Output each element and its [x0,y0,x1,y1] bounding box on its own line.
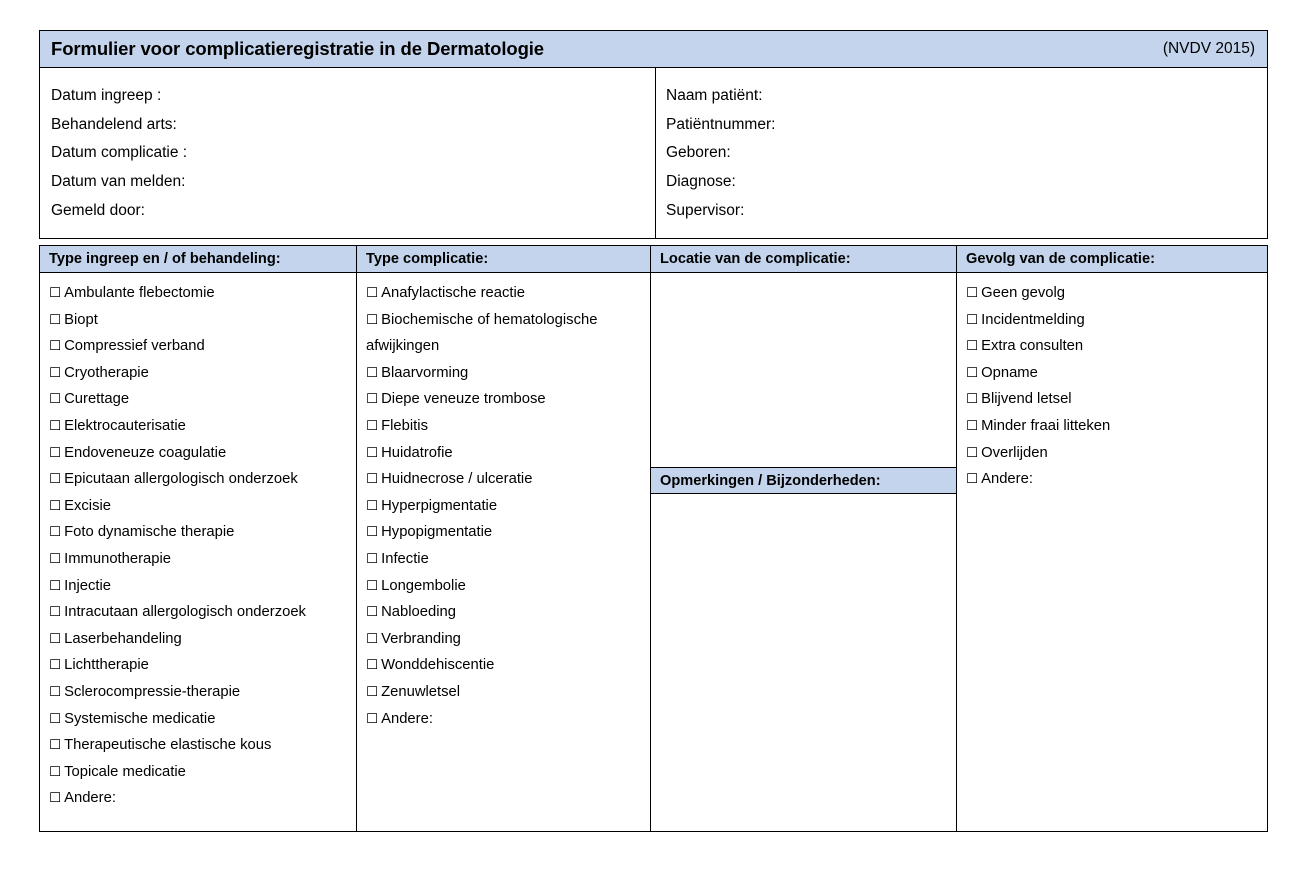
checkbox-empty-icon[interactable]: ☐ [49,338,62,355]
checkbox-option[interactable] [49,599,350,626]
checkbox-option-label: Huidatrofie [381,444,453,461]
column-header-complication: Type complicatie: [357,246,650,273]
checkbox-option-label: Topicale medicatie [64,763,186,780]
checkbox-empty-icon[interactable]: ☐ [366,550,379,567]
field-label-behandelend-arts: Behandelend arts: [51,115,177,133]
complication-registration-form [39,30,1268,832]
checkbox-option[interactable] [366,466,644,493]
checkbox-empty-icon[interactable]: ☐ [966,338,979,355]
checkbox-option[interactable] [49,493,350,520]
checkbox-empty-icon[interactable]: ☐ [49,710,62,727]
checkbox-option-label: Therapeutische elastische kous [64,737,272,754]
checkbox-empty-icon[interactable]: ☐ [366,417,379,434]
checkbox-option[interactable] [366,679,644,706]
complication-options-list [357,273,650,831]
remarks-entry-area[interactable] [651,494,956,831]
checkbox-empty-icon[interactable]: ☐ [49,657,62,674]
column-header-location: Locatie van de complicatie: [651,246,956,273]
field-label-diagnose: Diagnose: [666,173,736,191]
checkbox-empty-icon[interactable]: ☐ [966,471,979,488]
checkbox-empty-icon[interactable]: ☐ [366,577,379,594]
checkbox-empty-icon[interactable]: ☐ [49,683,62,700]
checkbox-option[interactable] [366,626,644,653]
checkbox-option[interactable] [366,307,644,360]
source-note: (NVDV 2015) [1162,40,1255,57]
checkbox-option[interactable] [966,386,1261,413]
checkbox-option[interactable] [49,440,350,467]
checkbox-option-label: Intracutaan allergologisch onderzoek [64,604,306,621]
checkbox-option[interactable] [49,785,350,812]
checkbox-option[interactable] [366,546,644,573]
field-label-datum-ingreep: Datum ingreep : [51,87,162,104]
consequence-options-list [957,273,1267,831]
checkbox-empty-icon[interactable]: ☐ [366,444,379,461]
checkbox-option[interactable] [49,519,350,546]
field-label-naam-patient: Naam patiënt: [666,87,763,104]
checkbox-empty-icon[interactable]: ☐ [366,285,379,301]
checkbox-option-label: Zenuwletsel [381,683,461,700]
procedure-info-column [40,68,655,238]
checkbox-empty-icon[interactable]: ☐ [366,497,379,514]
checkbox-option-label: Hyperpigmentatie [381,497,498,514]
checkbox-empty-icon[interactable]: ☐ [49,471,62,488]
checkbox-empty-icon[interactable]: ☐ [966,311,979,328]
checkbox-option[interactable] [966,280,1261,307]
checkbox-option[interactable] [49,307,350,334]
column-complication [357,246,651,831]
checkbox-option[interactable] [366,280,644,307]
checkbox-empty-icon[interactable]: ☐ [49,311,62,328]
checkbox-option[interactable] [49,626,350,653]
checkbox-empty-icon[interactable]: ☐ [366,311,379,328]
checkbox-option[interactable] [49,413,350,440]
checkbox-empty-icon[interactable]: ☐ [49,285,62,301]
checkbox-option[interactable] [366,519,644,546]
checkbox-option[interactable] [366,706,644,733]
procedure-options-list [40,273,356,831]
checkbox-option-label: Wonddehiscentie [381,657,495,674]
checkbox-option-label: Hypopigmentatie [381,524,493,541]
checkbox-option-label: Anafylactische reactie [381,285,526,301]
checkbox-option-label: Immunotherapie [64,550,172,567]
checkbox-option-label: Andere: [64,790,116,807]
field-label-patientnummer: Patiëntnummer: [666,115,776,133]
column-consequence [957,246,1267,831]
checkbox-option[interactable] [49,732,350,759]
checkbox-option[interactable] [49,652,350,679]
checkbox-empty-icon[interactable]: ☐ [49,364,62,381]
patient-info-column [655,68,1267,238]
checkbox-option[interactable] [966,440,1261,467]
checkbox-empty-icon[interactable]: ☐ [366,471,379,488]
checkbox-empty-icon[interactable]: ☐ [966,444,979,461]
checkbox-option[interactable] [366,440,644,467]
checkbox-option-label: Curettage [64,391,130,408]
checkbox-option-label: Excisie [64,497,111,514]
checkbox-option-label: Infectie [381,550,429,567]
checkbox-empty-icon[interactable]: ☐ [49,737,62,754]
checkbox-option-label: Huidnecrose / ulceratie [381,471,533,488]
checkbox-option[interactable] [49,759,350,786]
checkbox-empty-icon[interactable]: ☐ [49,524,62,541]
checkbox-option-label: Systemische medicatie [64,710,216,727]
checkbox-option[interactable] [366,652,644,679]
checkbox-empty-icon[interactable]: ☐ [366,604,379,621]
field-label-geboren: Geboren: [666,144,731,162]
checkbox-option[interactable] [49,280,350,307]
checkbox-option-label: Elektrocauterisatie [64,417,186,434]
column-location [651,246,957,831]
checkbox-option-label: Injectie [64,577,111,594]
checkbox-option-label: Flebitis [381,417,428,434]
column-header-consequence: Gevolg van de complicatie: [957,246,1267,273]
checkbox-option-label: Incidentmelding [981,311,1085,328]
checkbox-option-label: Epicutaan allergologisch onderzoek [64,471,298,488]
checkbox-option[interactable] [366,599,644,626]
checkbox-option-label: Lichttherapie [64,657,149,674]
column-header-procedure: Type ingreep en / of behandeling: [40,246,356,273]
checkbox-empty-icon[interactable]: ☐ [366,524,379,541]
checkbox-option[interactable] [966,307,1261,334]
checkbox-option[interactable] [966,413,1261,440]
checkbox-option-label: Nabloeding [381,604,456,621]
checkbox-option-label: Biopt [64,311,98,328]
checkbox-empty-icon[interactable]: ☐ [966,285,979,301]
page-title: Formulier voor complicatieregistratie in de Dermatologie [51,38,544,59]
checkbox-option[interactable] [49,706,350,733]
checkbox-option[interactable] [966,360,1261,387]
checkbox-option[interactable] [966,466,1261,493]
checkbox-option[interactable] [366,360,644,387]
checkbox-option-label: Verbranding [381,630,461,647]
checkbox-empty-icon[interactable]: ☐ [49,550,62,567]
checkbox-option-label: Geen gevolg [981,285,1066,301]
checkbox-option-label: Laserbehandeling [64,630,182,647]
checkbox-empty-icon[interactable]: ☐ [49,763,62,780]
checkbox-empty-icon[interactable]: ☐ [49,790,62,807]
checkbox-empty-icon[interactable]: ☐ [49,604,62,621]
checkbox-option[interactable] [366,493,644,520]
checkbox-option[interactable] [49,679,350,706]
checkbox-option-label: Ambulante flebectomie [64,285,215,301]
checkbox-option-label: Sclerocompressie-therapie [64,683,241,700]
column-procedure [40,246,357,831]
checkbox-option-label: Andere: [981,471,1033,488]
checkbox-option-label: Extra consulten [981,338,1084,355]
checkbox-empty-icon[interactable]: ☐ [49,577,62,594]
checkbox-option[interactable] [49,386,350,413]
checkbox-option[interactable] [366,573,644,600]
checkbox-option-label: Opname [981,364,1038,381]
checklist-table [39,245,1268,832]
field-label-gemeld-door: Gemeld door: [51,201,145,219]
checkbox-option-label: Blaarvorming [381,364,469,381]
checkbox-option-label: Longembolie [381,577,466,594]
checkbox-empty-icon[interactable]: ☐ [49,444,62,461]
checkbox-option-label: Foto dynamische therapie [64,524,235,541]
checkbox-option[interactable] [966,333,1261,360]
checkbox-empty-icon[interactable]: ☐ [49,417,62,434]
checkbox-option-label: Blijvend letsel [981,391,1072,408]
checkbox-option[interactable] [49,466,350,493]
checkbox-option[interactable] [49,333,350,360]
checkbox-option-label: Overlijden [981,444,1048,461]
checkbox-empty-icon[interactable]: ☐ [366,657,379,674]
checkbox-option[interactable] [49,546,350,573]
checkbox-empty-icon[interactable]: ☐ [966,391,979,408]
checkbox-empty-icon[interactable]: ☐ [49,497,62,514]
location-entry-area[interactable] [651,273,956,467]
checkbox-empty-icon[interactable]: ☐ [366,364,379,381]
checkbox-empty-icon[interactable]: ☐ [49,630,62,647]
checkbox-option-label: Diepe veneuze trombose [381,391,546,408]
checkbox-option[interactable] [49,360,350,387]
field-label-supervisor: Supervisor: [666,201,745,219]
checkbox-option-label: Compressief verband [64,338,205,355]
checkbox-empty-icon[interactable]: ☐ [366,391,379,408]
form-title-bar [39,30,1268,68]
checkbox-option[interactable] [49,573,350,600]
field-label-datum-complicatie: Datum complicatie : [51,144,188,162]
checkbox-option-label: Andere: [381,710,433,727]
checkbox-option-label: Biochemische of hematologische afwijkingen [366,311,598,355]
checkbox-option[interactable] [366,413,644,440]
remarks-header: Opmerkingen / Bijzonderheden: [651,467,956,494]
checkbox-option-label: Endoveneuze coagulatie [64,444,227,461]
checkbox-option-label: Minder fraai litteken [981,417,1111,434]
checkbox-option[interactable] [366,386,644,413]
patient-and-procedure-info [39,68,1268,239]
checkbox-empty-icon[interactable]: ☐ [49,391,62,408]
checkbox-empty-icon[interactable]: ☐ [966,364,979,381]
checkbox-option-label: Cryotherapie [64,364,149,381]
checkbox-empty-icon[interactable]: ☐ [966,417,979,434]
field-label-datum-van-melden: Datum van melden: [51,173,186,191]
checkbox-empty-icon[interactable]: ☐ [366,710,379,727]
checkbox-empty-icon[interactable]: ☐ [366,683,379,700]
location-column-body [651,273,956,831]
checkbox-empty-icon[interactable]: ☐ [366,630,379,647]
